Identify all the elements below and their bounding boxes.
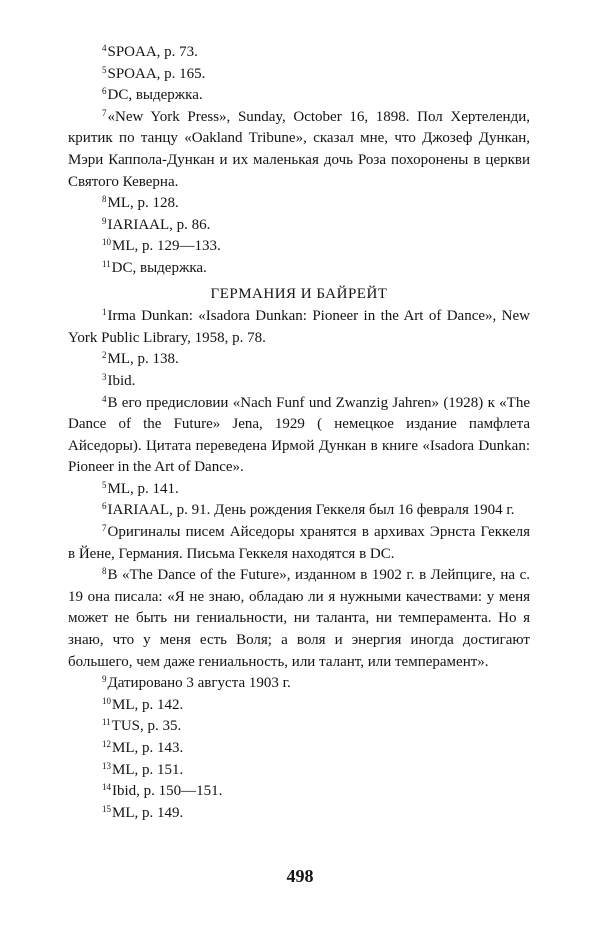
footnote-number: 12 [102,739,111,749]
footnote [68,716,530,738]
footnote-number: 5 [102,64,107,75]
notes-section-1 [68,42,530,280]
footnote-number: 9 [102,674,107,685]
footnote-text: В «The Dance of the Future», изданном в 1902 г. в Лейпциге, на с. 19 она писала: «Я не знаю, обладаю ли я нужными качествами: у меня может не быть ни гениальности, ни таланта, ни темперамента. Но я знаю, что у меня есть Воля; а воля и энергия иногда достигают большего, чем даже гениальность, или талант, или темперамент». [68,567,530,670]
footnote-number: 1 [102,307,107,318]
footnote-number: 6 [102,501,107,512]
footnote [68,193,530,215]
page-body [68,42,530,824]
footnote [68,803,530,825]
footnote-number: 5 [102,479,107,490]
footnote-text: SPOAA, p. 73. [107,44,198,60]
footnote-number: 15 [102,803,111,814]
footnote [68,781,530,803]
footnote-text: Датировано 3 августа 1903 г. [107,675,291,692]
footnote [68,371,530,393]
footnote-text: Ibid, p. 150—151. [112,783,223,800]
footnote-number: 7 [102,107,107,118]
footnote [68,738,530,760]
footnote-text: В его предисловии «Nach Funf und Zwanzig Jahren» (1928) к «The Dance of the Future» Jena, 1929 ( немецкое издание памфлета Айседоры). Цитата переведена Ирмой Дункан в книге «Isadora Dunkan: Pioneer in the Art of Dance». [68,394,530,476]
footnote [68,258,530,280]
footnote-text: DC, выдержка. [111,259,207,276]
footnote-number: 6 [102,86,107,97]
footnote-text: SPOAA, p. 165. [107,65,206,82]
footnote-number: 11 [102,717,111,728]
footnote-text: ML, p. 143. [112,740,184,756]
footnote-number: 10 [102,695,111,706]
footnote-text: ML, p. 128. [107,195,179,212]
footnote-number: 4 [102,393,107,404]
footnote-text: ML, p. 138. [107,351,179,368]
footnote [68,695,530,717]
footnote [68,349,530,371]
section-heading: ГЕРМАНИЯ И БАЙРЕЙТ [210,285,388,302]
footnote [68,479,530,501]
footnote [68,236,530,258]
footnote [68,500,530,522]
footnote-text: ML, p. 151. [112,761,184,778]
footnote-text: Irma Dunkan: «Isadora Dunkan: Pioneer in the Art of Dance», New York Public Library, 1958, p. 78. [68,308,530,346]
footnote-text: DC, выдержка. [107,87,203,104]
footnote-number: 11 [102,258,111,269]
footnote-number: 8 [102,194,107,205]
footnote-text: Ibid. [107,372,136,389]
footnote [68,64,530,86]
footnote [68,85,530,107]
footnote-text: Оригиналы писем Айседоры хранятся в архивах Эрнста Геккеля в Йене, Германия. Письма Геккеля находятся в DC. [68,524,530,562]
footnote-text: ML, p. 129—133. [112,238,221,255]
footnote-text: ML, p. 142. [112,696,184,713]
notes-section-2 [68,306,530,824]
footnote-number: 4 [102,43,107,53]
footnote [68,760,530,782]
footnote-text: «New York Press», Sunday, October 16, 1898. Пол Хертеленди, критик по танцу «Oakland Tribune», сказал мне, что Джозеф Дункан, Мэри Каппола-Дункан и их маленькая дочь Роза похоронены в церкви Святого Кеверна. [68,108,530,190]
footnote-number: 3 [102,371,107,382]
footnote [68,215,530,237]
footnote [68,565,530,673]
footnote [68,522,530,565]
footnote-text: ML, p. 149. [112,804,184,821]
footnote-number: 7 [102,523,107,534]
page-number: 498 [286,866,314,886]
footnote-number: 14 [102,782,111,793]
footnote-number: 8 [102,566,107,577]
footnote-text: TUS, p. 35. [111,718,182,735]
footnote-number: 13 [102,760,111,771]
footnote-number: 9 [102,215,107,226]
footnote-number: 2 [102,350,107,361]
footnote-text: ML, p. 141. [107,480,179,497]
footnote-text: IARIAAL, p. 86. [107,216,211,233]
footnote [68,42,530,64]
footnote [68,673,530,695]
footnote [68,393,530,479]
footnote [68,306,530,349]
footnote [68,107,530,193]
footnote-text: IARIAAL, p. 91. День рождения Геккеля был 16 февраля 1904 г. [107,502,515,519]
footnote-number: 10 [102,237,111,248]
